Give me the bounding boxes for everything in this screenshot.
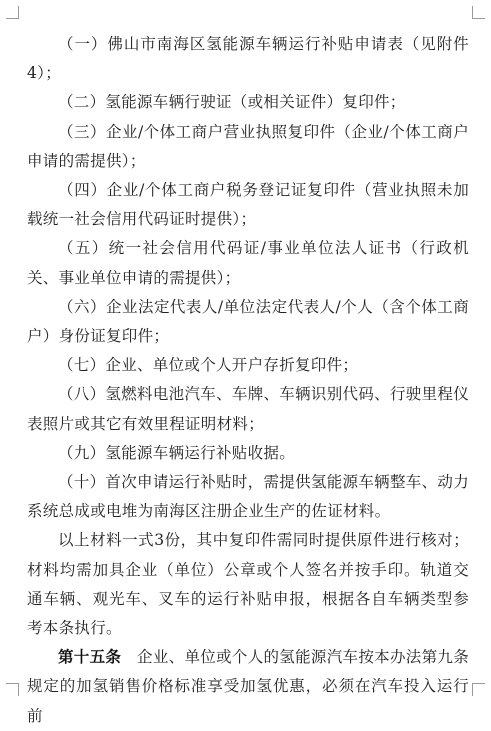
page-corner-mark (6, 6, 19, 19)
list-item: （五）统一社会信用代码证/事业单位法人证书（行政机关、事业单位申请的需提供）； (27, 239, 469, 287)
list-item: （八）氢燃料电池汽车、车牌、车辆识别代码、行驶里程仪表照片或其它有效里程证明材料； (27, 385, 469, 433)
list-item: （六）企业法定代表人/单位法定代表人/个人（含个体工商户）身份证复印件； (27, 297, 469, 346)
list-item: （二）氢能源车辆行驶证（或相关证件）复印件； (58, 93, 406, 112)
list-item: （四）企业/个体工商户税务登记证复印件（营业执照未加载统一社会信用代码证时提供）； (27, 181, 469, 229)
article-text: 企业、单位或个人的氢能源汽车按本办法第九条规定的加氢销售价格标准享受加氢优惠，必须在汽车投入运行前 (27, 648, 469, 725)
materials-note: 以上材料一式3份，其中复印件需同时提供原件进行核对；材料均需加具企业（单位）公章或个人签名并按手印。轨道交通车辆、观光车、叉车的运行补贴申报，根据各自车辆类型参考本条执行。 (27, 531, 469, 638)
page-corner-mark (472, 6, 485, 19)
list-item: （十）首次申请运行补贴时，需提供氢能源车辆整车、动力系统总成或电堆为南海区注册企业生产的佐证材料。 (27, 473, 469, 521)
list-item: （三）企业/个体工商户营业执照复印件（企业/个体工商户申请的需提供）； (27, 122, 469, 170)
article-number: 第十五条 (58, 648, 122, 667)
page-corner-mark (6, 683, 19, 696)
list-item: （一）佛山市南海区氢能源车辆运行补贴申请表（见附件4）； (27, 35, 469, 83)
list-item: （九）氢能源车辆运行补贴收据。 (58, 443, 296, 462)
list-item: （七）企业、单位或个人开户存折复印件； (58, 356, 359, 375)
article-paragraph (27, 643, 469, 731)
document-body (27, 30, 469, 731)
page-corner-mark (472, 683, 485, 696)
